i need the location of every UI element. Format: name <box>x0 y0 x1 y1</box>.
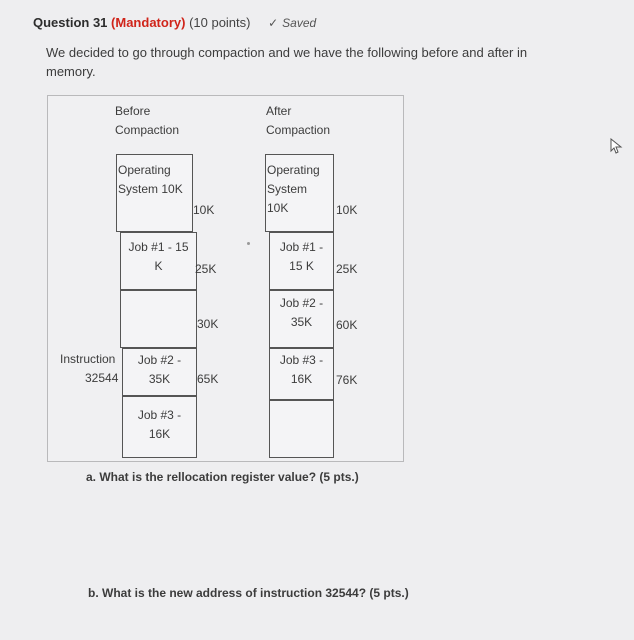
after-job2-label-2: 35K <box>290 315 313 329</box>
saved-status <box>268 16 316 30</box>
before-job1-label-1: Job #1 - 15 <box>128 240 189 254</box>
before-free-addr: 30K <box>197 317 219 331</box>
before-block-os <box>116 154 193 232</box>
instruction-label-1: Instruction <box>60 352 116 366</box>
after-header-line2: Compaction <box>266 123 331 137</box>
before-job3-label-1: Job #3 - <box>137 408 182 422</box>
before-block-job3 <box>122 396 197 458</box>
question-prompt: We decided to go through compaction and we have the following before and after in memory. <box>46 45 528 79</box>
check-icon: ✓ <box>268 16 279 30</box>
mandatory-label: (Mandatory) <box>111 15 186 30</box>
before-os-label-1: Operating <box>118 163 171 177</box>
before-job2-label-2: 35K <box>148 372 171 386</box>
points-label: (10 points) <box>189 15 251 30</box>
after-job2-addr: 60K <box>336 318 358 332</box>
before-job2-addr: 65K <box>197 372 219 386</box>
before-os-addr: 10K <box>193 203 215 217</box>
before-block-job1 <box>120 232 197 290</box>
after-block-job3 <box>269 348 334 400</box>
after-os-label-2: System <box>267 182 308 196</box>
after-os-label-1: Operating <box>267 163 320 177</box>
saved-label: Saved <box>282 16 317 30</box>
before-header-line1: Before <box>115 104 151 118</box>
before-job2-label-1: Job #2 - <box>137 353 182 367</box>
question-number: Question 31 <box>33 15 108 30</box>
instruction-label-2: 32544 <box>85 371 119 385</box>
compaction-figure <box>47 95 404 462</box>
stray-dot <box>247 242 250 245</box>
before-job3-label-2: 16K <box>148 427 171 441</box>
after-block-os <box>265 154 334 232</box>
subquestion-b: b. What is the new address of instruction 32544? (5 pts.) <box>88 586 409 600</box>
after-job1-label-1: Job #1 - <box>279 240 324 254</box>
after-job1-addr: 25K <box>336 262 358 276</box>
after-job3-addr: 76K <box>336 373 358 387</box>
after-job3-label-1: Job #3 - <box>279 353 324 367</box>
before-header-line2: Compaction <box>115 123 180 137</box>
after-job1-label-2: 15 K <box>289 259 314 273</box>
after-block-job2 <box>269 290 334 348</box>
before-job1-addr: 25K <box>195 262 217 276</box>
before-job1-label-2: K <box>154 259 163 273</box>
subquestion-a: a. What is the rellocation register value? (5 pts.) <box>86 470 359 484</box>
after-os-addr: 10K <box>336 203 358 217</box>
question-header <box>33 15 316 30</box>
before-os-label-2: System 10K <box>118 182 183 196</box>
after-block-job1 <box>269 232 334 290</box>
after-block-free <box>269 400 334 458</box>
after-job2-label-1: Job #2 - <box>279 296 324 310</box>
after-job3-label-2: 16K <box>290 372 313 386</box>
after-os-label-3: 10K <box>267 201 289 215</box>
before-block-job2 <box>122 348 197 396</box>
before-block-free <box>120 290 197 348</box>
mouse-pointer-icon <box>609 138 623 154</box>
after-header-line1: After <box>266 104 292 118</box>
